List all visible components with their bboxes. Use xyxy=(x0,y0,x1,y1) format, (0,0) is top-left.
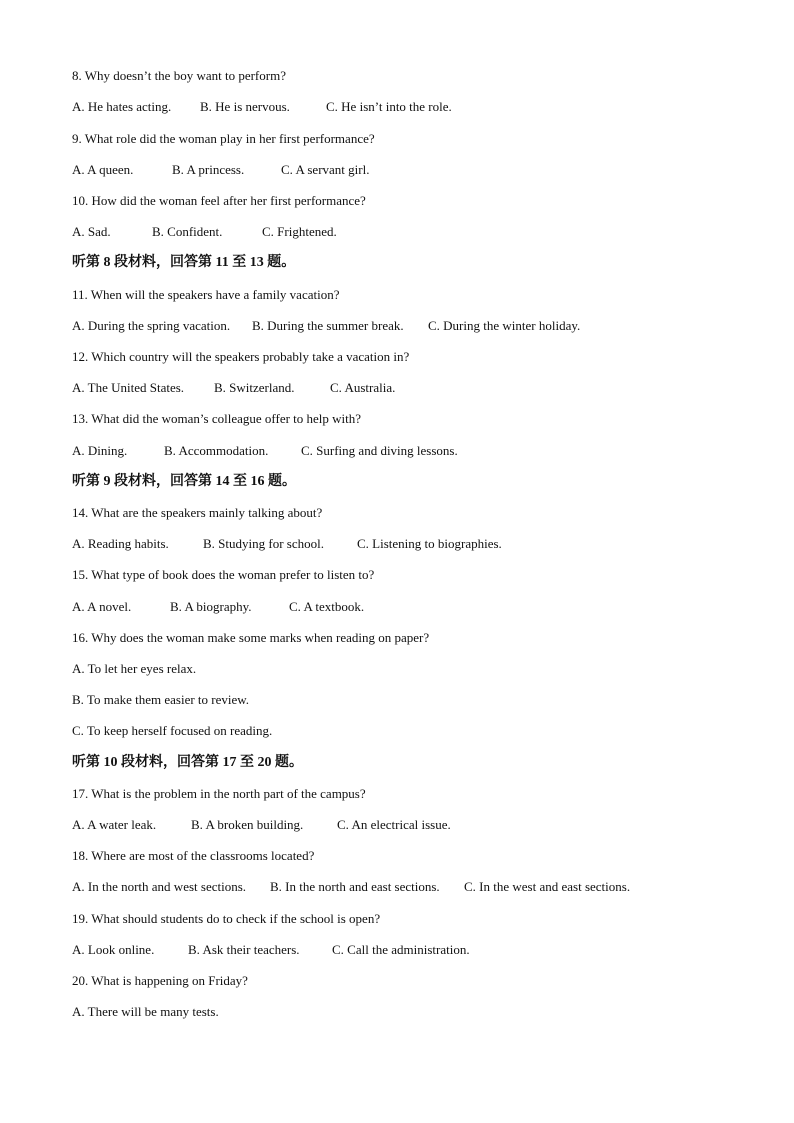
option-16b: B. To make them easier to review. xyxy=(72,692,250,707)
option-15a: A. A novel. xyxy=(72,599,132,614)
question-10: 10. How did the woman feel after her first performance? xyxy=(72,193,366,208)
option-14c: C. Listening to biographies. xyxy=(357,536,502,551)
option-19b: B. Ask their teachers. xyxy=(188,942,300,957)
question-11: 11. When will the speakers have a family vacation? xyxy=(72,287,340,302)
section-heading-8: 听第 8 段材料，回答第 11 至 13 题。 xyxy=(72,255,296,270)
option-16c: C. To keep herself focused on reading. xyxy=(72,723,273,738)
options-14 xyxy=(72,536,502,552)
option-14b: B. Studying for school. xyxy=(203,536,324,551)
option-10c: C. Frightened. xyxy=(262,224,337,239)
option-17a: A. A water leak. xyxy=(72,817,157,832)
question-9: 9. What role did the woman play in her first performance? xyxy=(72,131,375,146)
option-11a: A. During the spring vacation. xyxy=(72,318,231,333)
option-10b: B. Confident. xyxy=(152,224,223,239)
options-8 xyxy=(72,99,452,115)
option-15b: B. A biography. xyxy=(170,599,252,614)
option-11b: B. During the summer break. xyxy=(252,318,404,333)
options-11 xyxy=(72,318,580,334)
section-heading-9: 听第 9 段材料，回答第 14 至 16 题。 xyxy=(72,474,296,489)
option-13a: A. Dining. xyxy=(72,443,128,458)
option-19a: A. Look online. xyxy=(72,942,155,957)
option-9a: A. A queen. xyxy=(72,162,134,177)
option-17c: C. An electrical issue. xyxy=(337,817,451,832)
question-12: 12. Which country will the speakers probably take a vacation in? xyxy=(72,349,410,364)
option-10a: A. Sad. xyxy=(72,224,111,239)
option-12c: C. Australia. xyxy=(330,380,396,395)
option-17b: B. A broken building. xyxy=(191,817,304,832)
section-heading-10: 听第 10 段材料，回答第 17 至 20 题。 xyxy=(72,755,303,770)
option-8c: C. He isn’t into the role. xyxy=(326,99,452,114)
option-18c: C. In the west and east sections. xyxy=(464,879,631,894)
option-11c: C. During the winter holiday. xyxy=(428,318,581,333)
options-18 xyxy=(72,879,630,895)
option-9b: B. A princess. xyxy=(172,162,245,177)
option-18a: A. In the north and west sections. xyxy=(72,879,247,894)
options-15 xyxy=(72,599,364,615)
question-8: 8. Why doesn’t the boy want to perform? xyxy=(72,68,286,83)
option-14a: A. Reading habits. xyxy=(72,536,169,551)
option-20a: A. There will be many tests. xyxy=(72,1004,219,1019)
options-17 xyxy=(72,817,451,833)
options-12 xyxy=(72,380,395,396)
question-18: 18. Where are most of the classrooms located? xyxy=(72,848,315,863)
option-18b: B. In the north and east sections. xyxy=(270,879,440,894)
option-12a: A. The United States. xyxy=(72,380,185,395)
question-13: 13. What did the woman’s colleague offer to help with? xyxy=(72,411,362,426)
option-8b: B. He is nervous. xyxy=(200,99,290,114)
option-8a: A. He hates acting. xyxy=(72,99,172,114)
options-10 xyxy=(72,224,337,240)
question-16: 16. Why does the woman make some marks when reading on paper? xyxy=(72,630,430,645)
question-15: 15. What type of book does the woman prefer to listen to? xyxy=(72,567,375,582)
question-20: 20. What is happening on Friday? xyxy=(72,973,248,988)
option-13c: C. Surfing and diving lessons. xyxy=(301,443,458,458)
question-17: 17. What is the problem in the north part of the campus? xyxy=(72,786,366,801)
option-19c: C. Call the administration. xyxy=(332,942,470,957)
option-15c: C. A textbook. xyxy=(289,599,365,614)
option-9c: C. A servant girl. xyxy=(281,162,370,177)
options-9 xyxy=(72,162,369,178)
option-13b: B. Accommodation. xyxy=(164,443,269,458)
option-16a: A. To let her eyes relax. xyxy=(72,661,197,676)
options-13 xyxy=(72,443,458,459)
options-19 xyxy=(72,942,470,958)
question-19: 19. What should students do to check if the school is open? xyxy=(72,911,381,926)
option-12b: B. Switzerland. xyxy=(214,380,295,395)
question-14: 14. What are the speakers mainly talking about? xyxy=(72,505,323,520)
